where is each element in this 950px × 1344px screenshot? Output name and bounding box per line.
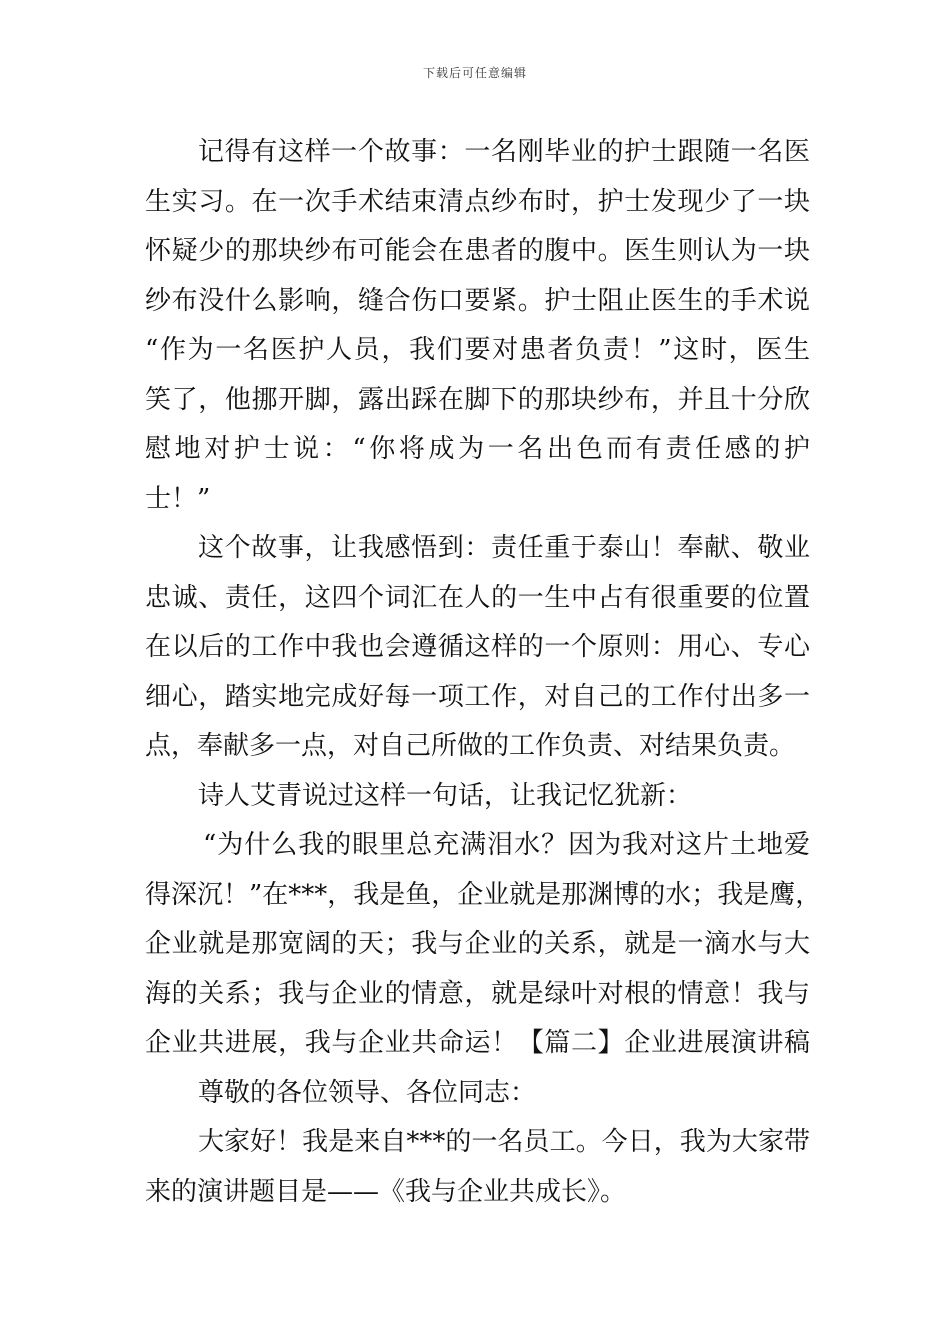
- text-line: 大家好！我是来自***的一名员工。今日，我为大家带: [198, 1127, 810, 1157]
- text-line: 生实习。在一次手术结束清点纱布时，护士发现少了一块: [145, 186, 810, 217]
- text-line: “为什么我的眼里总充满泪水？因为我对这片土地爱: [203, 830, 810, 860]
- text-line: 尊敬的各位领导、各位同志：: [198, 1077, 537, 1108]
- text-line: 纱布没什么影响，缝合伤口要紧。护士阻止医生的手术说: [145, 285, 810, 316]
- text-line: 得深沉！”在***，我是鱼，企业就是那渊博的水；我是鹰，: [145, 879, 822, 910]
- text-line: 诗人艾青说过这样一句话，让我记忆犹新：: [198, 780, 693, 811]
- document-body: [145, 128, 822, 1217]
- text-line: 企业就是那宽阔的天；我与企业的关系，就是一滴水与大: [145, 929, 810, 959]
- text-line: 这个故事，让我感悟到：责任重于泰山！奉献、敬业: [198, 533, 810, 563]
- text-line: 笑了，他挪开脚，露出踩在脚下的那块纱布，并且十分欣: [145, 384, 810, 415]
- text-line: 细心，踏实地完成好每一项工作，对自己的工作付出多一: [145, 681, 810, 712]
- text-line: 忠诚、责任，这四个词汇在人的一生中占有很重要的位置: [145, 582, 810, 613]
- text-line: 点，奉献多一点，对自己所做的工作负责、对结果负责。: [145, 731, 796, 761]
- text-line: 来的演讲题目是——《我与企业共成长》。: [145, 1176, 627, 1207]
- text-line: 怀疑少的那块纱布可能会在患者的腹中。医生则认为一块: [145, 236, 810, 266]
- text-line: 企业共进展，我与企业共命运！【篇二】企业进展演讲稿: [145, 1028, 810, 1058]
- text-line: “作为一名医护人员，我们要对患者负责！”这时，医生: [145, 335, 810, 365]
- text-line: 慰地对护士说：“你将成为一名出色而有责任感的护: [145, 434, 810, 464]
- text-line: 海的关系；我与企业的情意，就是绿叶对根的情意！我与: [145, 978, 810, 1009]
- text-line: 士！”: [145, 483, 211, 514]
- page-header-note: 下载后可任意编辑: [422, 66, 527, 80]
- text-line: 在以后的工作中我也会遵循这样的一个原则：用心、专心: [145, 632, 810, 662]
- text-line: 记得有这样一个故事：一名刚毕业的护士跟随一名医: [198, 137, 810, 167]
